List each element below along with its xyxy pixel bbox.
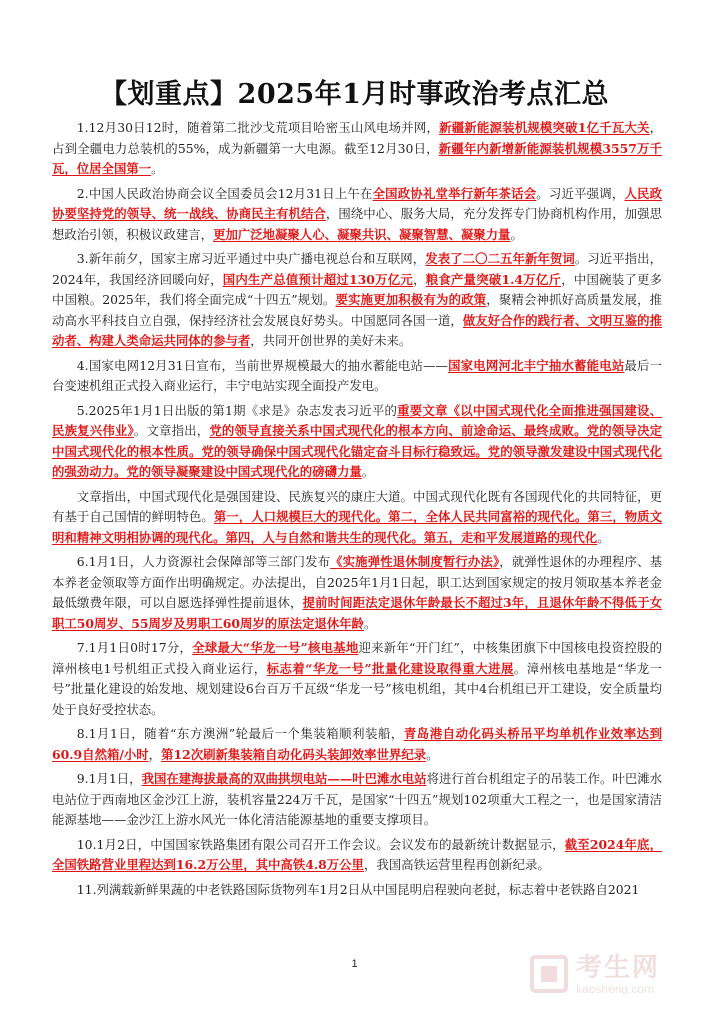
highlighted-keypoint: 新疆年内新增新能源装机规模3557万千瓦，位居全国第一	[52, 140, 662, 176]
body-text: 2.中国人民政治协商会议全国委员会12月31日上午在	[76, 185, 373, 201]
highlighted-keypoint: 国家电网河北丰宁抽水蓄能电站	[447, 357, 625, 373]
body-text: ，聚精会神抓好高质量发展，推动高水平科技自立自强，保持经济社会发展良好势头。中国愿同各国一道，	[52, 292, 663, 328]
body-text: ，中国碗装了更多中国粮。2025年，我们将全面完成“十四五”规划。	[52, 271, 663, 307]
body-text: 迎来新年“开门红”，中核集团旗下中国核电投资控股的漳州核电1号机组正式投入商业运行，	[52, 640, 662, 676]
highlighted-keypoint: 青岛港自动化码头桥吊平均单机作业效率达到60.9自然箱/小时	[52, 726, 662, 762]
highlighted-keypoint: 全国政协礼堂举行新年茶话会	[372, 185, 537, 201]
highlighted-keypoint: 标志着“华龙一号”批量化建设取得重大进展	[266, 660, 514, 676]
highlighted-keypoint: 国内生产总值预计超过130万亿元	[222, 271, 414, 287]
body-text: ，占到全疆电力总装机的55%，成为新疆第一大电源。截至12月30日，	[52, 120, 663, 156]
body-text: 将进行首台机组定子的吊装工作。叶巴滩水电站位于西南地区金沙江上游，装机容量224万千瓦，是国家“十四五”规划102项重大工程之一，也是国家清洁能源基地——金沙江上游水风光一体化清洁能源基地的重要支撑项目。	[52, 771, 662, 827]
watermark-cn: 考生网	[576, 952, 661, 982]
body-text: 4.国家电网12月31日宣布，当前世界规模最大的抽水蓄能电站——	[76, 357, 448, 373]
document-body	[52, 118, 662, 904]
highlighted-keypoint: 第12次刷新集装箱自动化码头装卸效率世界纪录	[161, 746, 427, 762]
news-item	[52, 184, 662, 246]
body-text: ，	[148, 746, 162, 762]
highlighted-keypoint: 要实施更加积极有为的政策	[335, 292, 487, 307]
watermark	[528, 944, 698, 1004]
body-text: ，共同开创世界的美好未来。	[250, 333, 412, 348]
body-text: 6.1月1日，人力资源社会保障部等三部门发布	[76, 554, 331, 569]
body-text: 。	[426, 746, 439, 762]
news-item	[52, 552, 662, 634]
news-item	[52, 724, 662, 765]
news-item	[52, 249, 662, 352]
news-item	[52, 487, 662, 549]
body-text: 7.1月1日0时17分，	[76, 640, 193, 655]
watermark-en: kaosheng.com	[576, 982, 655, 996]
news-item	[52, 880, 662, 901]
body-text: 。	[361, 464, 375, 479]
body-text: 5.2025年1月1日出版的第1期《求是》杂志发表习近平的	[76, 402, 398, 418]
highlighted-keypoint: 党的领导直接关系中国式现代化的根本方向、前途命运、最终成败。党的领导决定中国式现代化的根本性质。党的领导确保中国式现代化锚定奋斗目标行稳致远。党的领导激发建设中国式现代化的强劲动力。党的领导凝聚建设中国式现代化的磅礴力量	[52, 423, 663, 479]
body-text: 。文章指出，	[133, 423, 210, 438]
highlighted-keypoint: 我国在建海拔最高的双曲拱坝电站——叶巴滩水电站	[141, 771, 427, 786]
body-text: 。	[510, 226, 523, 242]
highlighted-keypoint: 重要文章《以中国式现代化全面推进强国建设、民族复兴伟业》	[52, 402, 662, 438]
body-text: ，我国高铁运营里程再创新纪录。	[363, 857, 550, 872]
highlighted-keypoint: 截至2024年底，全国铁路营业里程达到16.2万公里，其中高铁4.8万公里	[52, 836, 662, 872]
body-text: 。漳州核电基地是“华龙一号”批量化建设的始发地、规划建设6台百万千瓦级“华龙一号”核电机组，其中4台机组已开工建设，安全质量均处于良好受控状态。	[52, 660, 662, 717]
body-text: 。习近平强调，	[536, 185, 625, 201]
body-text: 。	[597, 529, 610, 545]
page-title: 【划重点】2025年1月时事政治考点汇总	[100, 79, 609, 110]
news-item	[52, 638, 662, 720]
body-text: 9.1月1日，	[76, 771, 142, 786]
highlighted-keypoint: 全球最大“华龙一号”核电基地	[192, 640, 359, 655]
highlighted-keypoint: 《实施弹性退休制度暂行办法》	[330, 554, 500, 569]
highlighted-keypoint: 人民政协要坚持党的领导、统一战线、协商民主有机结合	[52, 185, 663, 221]
body-text: 11.列满载新鲜果蔬的中老铁路国际货物列车1月2日从中国昆明启程驶向老挝，标志着中老铁路自2021	[76, 881, 640, 897]
highlighted-keypoint: 新疆新能源装机规模突破1亿千瓦大关	[439, 120, 650, 135]
highlighted-keypoint: 发表了二〇二五年新年贺词	[425, 251, 575, 266]
body-text: ，就弹性退休的办理程序、基本养老金领取等方面作出明确规定。办法提出，自2025年1月1日起，职工达到国家规定的按月领取基本养老金最低缴费年限，可以自愿选择弹性提前退休，	[52, 554, 662, 610]
body-text: 3.新年前夕，国家主席习近平通过中央广播电视总台和互联网，	[76, 251, 426, 266]
highlighted-keypoint: 做友好合作的践行者、文明互鉴的推动者、构建人类命运共同体的参与者	[52, 312, 663, 348]
body-text: 。	[363, 615, 377, 631]
news-item	[52, 356, 662, 397]
highlighted-keypoint: 粮食产量突破1.4万亿斤	[425, 271, 562, 287]
body-text: 1.12月30日12时，随着第二批沙戈荒项目哈密玉山风电场并网，	[76, 120, 440, 135]
kaosheng-logo-icon	[528, 953, 570, 995]
news-item	[52, 769, 662, 831]
body-text: ，围绕中心、服务大局，充分发挥专门协商机构作用，加强思想政治引领，积极议政建言，	[52, 206, 663, 242]
news-item	[52, 118, 662, 180]
body-text: 10.1月2日，中国国家铁路集团有限公司召开工作会议。会议发布的最新统计数据显示，	[76, 836, 565, 852]
body-text: 文章指出，中国式现代化是强国建设、民族复兴的康庄大道。中国式现代化既有各国现代化的共同特征，更有基于自己国情的鲜明特色。	[52, 488, 662, 524]
body-text: 。习近平指出，2024年，我国经济回暖向好，	[52, 251, 663, 287]
news-item	[52, 401, 662, 483]
body-text: 8.1月1日，随着“东方澳洲”轮最后一个集装箱顺利装船，	[76, 726, 404, 741]
body-text: ，	[413, 271, 426, 287]
highlighted-keypoint: 提前时间距法定退休年龄最长不超过3年，且退休年龄不得低于女职工50周岁、55周岁及男职工60周岁的原法定退休年龄	[52, 595, 663, 631]
body-text: 最后一台变速机组正式投入商业运行，丰宁电站实现全面投产发电。	[52, 357, 663, 393]
highlighted-keypoint: 第一，人口规模巨大的现代化。第二，全体人民共同富裕的现代化。第三，物质文明和精神文明相协调的现代化。第四，人与自然和谐共生的现代化。第五，走和平发展道路的现代化	[52, 509, 663, 545]
body-text: 。	[151, 161, 164, 176]
news-item	[52, 835, 662, 876]
page-number: 1	[351, 958, 358, 970]
highlighted-keypoint: 更加广泛地凝聚人心、凝聚共识、凝聚智慧、凝聚力量	[213, 226, 511, 242]
